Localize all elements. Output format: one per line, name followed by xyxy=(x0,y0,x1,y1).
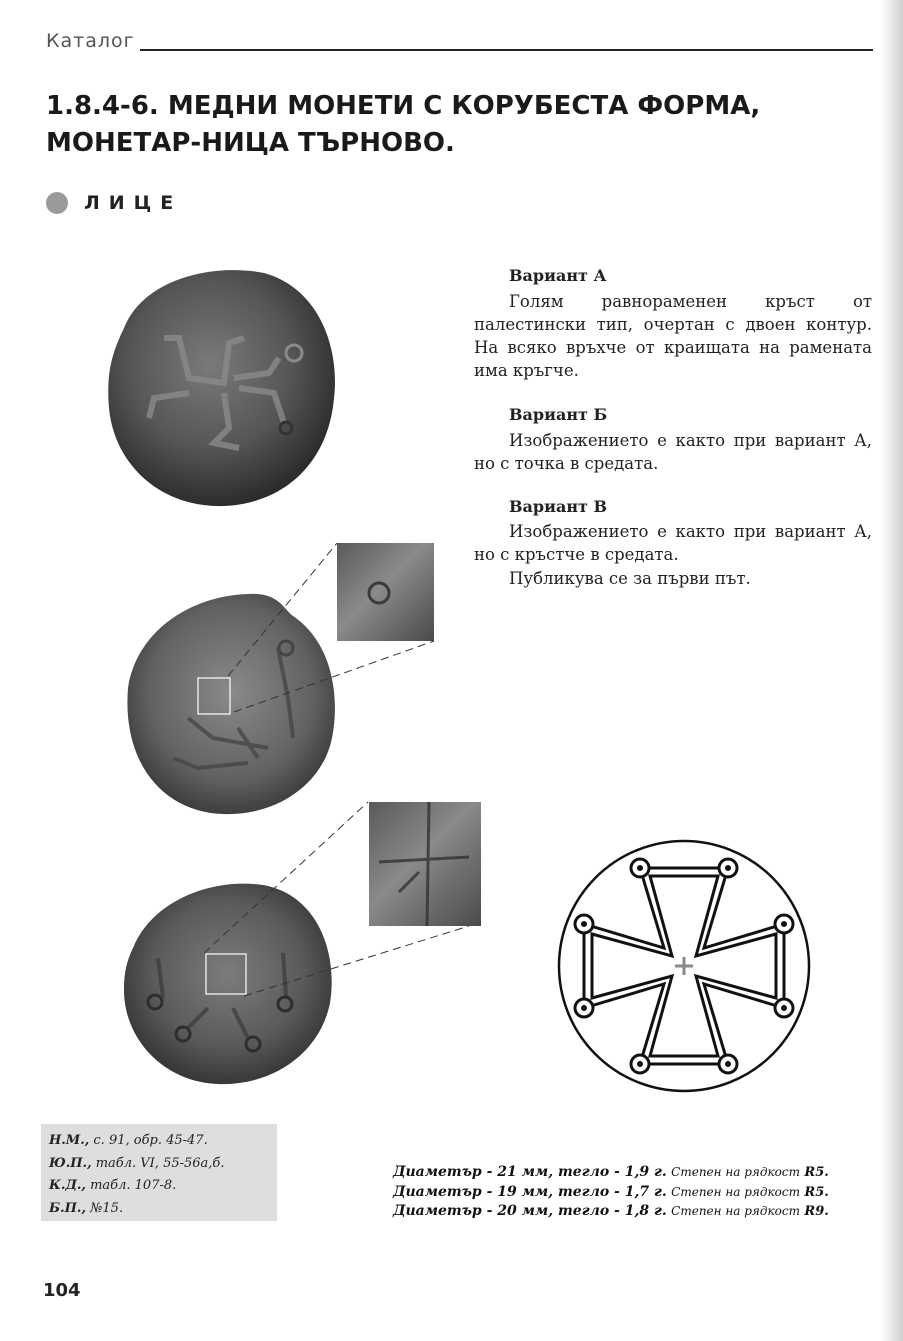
variant-c-text: Изображението е както при вариант А, но с кръстче в средата. xyxy=(474,522,872,564)
reference-line: К.Д., табл. 107-8. xyxy=(49,1178,177,1193)
section-heading xyxy=(46,192,182,214)
page-title: 1.8.4-6. МЕДНИ МОНЕТИ С КОРУБЕСТА ФОРМА, МОНЕТАР-НИЦА ТЪРНОВО. xyxy=(46,91,761,158)
variant-a-text: Голям равнораменен кръст от палестински тип, очертан с двоен контур. На всяко връхче от краищата на рамената има кръгче. xyxy=(474,292,872,380)
reference-line: Б.П., №15. xyxy=(49,1200,124,1216)
reference-line: Н.М., с. 91, обр. 45-47. xyxy=(49,1133,208,1148)
variant-c-note: Публикува се за първи път. xyxy=(509,569,751,588)
section-bullet-icon xyxy=(46,192,68,214)
coin-photo-variant-a xyxy=(104,258,340,510)
spec-line: Диаметър - 20 мм, тегло - 1,8 г. Степен на рядкост R9. xyxy=(393,1203,829,1219)
coin-specs xyxy=(393,1163,873,1222)
page-spine-shadow xyxy=(881,0,903,1341)
variant-b-text: Изображението е както при вариант А, но с точка в средата. xyxy=(474,431,872,473)
spec-line: Диаметър - 19 мм, тегло - 1,7 г. Степен на рядкост R5. xyxy=(393,1183,829,1200)
cross-reconstruction-drawing xyxy=(556,838,812,1094)
page-number: 104 xyxy=(43,1280,81,1301)
references-box xyxy=(41,1124,277,1221)
header-rule xyxy=(140,49,873,51)
variant-a-title: Вариант А xyxy=(509,266,607,285)
zoom-guide-lines-b xyxy=(228,543,438,718)
zoom-guide-lines-c xyxy=(204,800,474,1000)
spec-line: Диаметър - 21 мм, тегло - 1,9 г. Степен на рядкост R5. xyxy=(393,1164,829,1180)
running-header: Каталог xyxy=(46,30,135,52)
section-label: ЛИЦЕ xyxy=(84,192,183,214)
reference-line: Ю.П., табл. VI, 55-56а,б. xyxy=(49,1155,225,1171)
variant-b-title: Вариант Б xyxy=(509,405,608,424)
variant-c-title: Вариант В xyxy=(509,497,608,516)
